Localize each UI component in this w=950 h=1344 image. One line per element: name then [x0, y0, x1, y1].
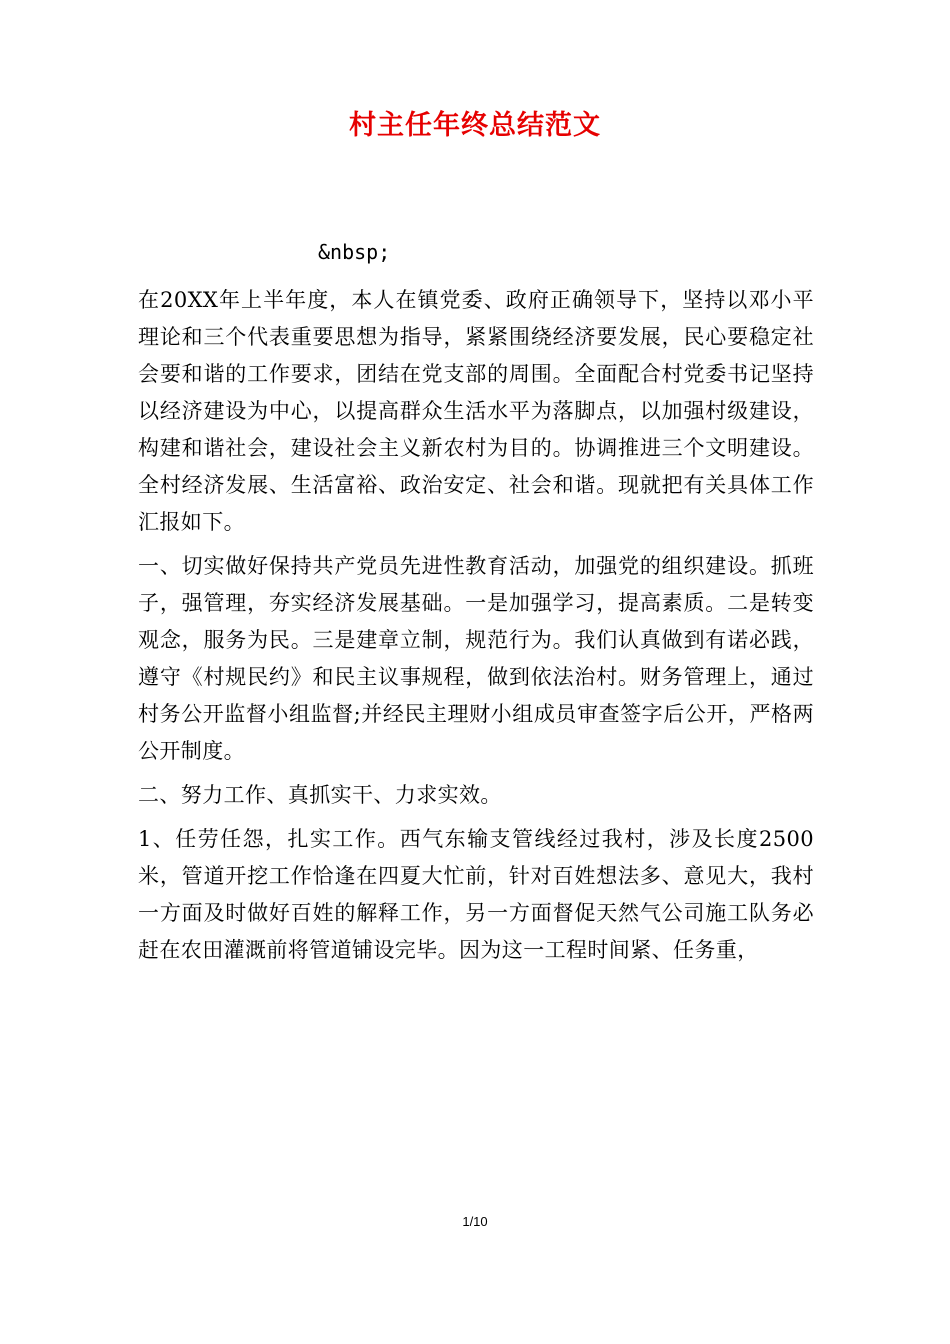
paragraph-intro: 在20XX年上半年度，本人在镇党委、政府正确领导下，坚持以邓小平理论和三个代表重要思想为指导，紧紧围绕经济要发展，民心要稳定社会要和谐的工作要求，团结在党支部的周围。全面配合村党委书记坚持以经济建设为中心，以提高群众生活水平为落脚点，以加强村级建设，构建和谐社会，建设社会主义新农村为目的。协调推进三个文明建设。全村经济发展、生活富裕、政治安定、社会和谐。现就把有关具体工作汇报如下。 [138, 288, 814, 534]
paragraph-section-two-heading: 二、努力工作、真抓实干、力求实效。 [138, 783, 502, 807]
document-title: 村主任年终总结范文 [349, 110, 601, 141]
document-body [138, 282, 814, 969]
nbsp-text: &nbsp; [318, 240, 391, 264]
paragraph-section-one: 一、切实做好保持共产党员先进性教育活动，加强党的组织建设。抓班子，强管理，夯实经济发展基础。一是加强学习，提高素质。二是转变观念，服务为民。三是建章立制，规范行为。我们认真做到有诺必践，遵守《村规民约》和民主议事规程，做到依法治村。财务管理上，通过村务公开监督小组监督;并经民主理财小组成员审查签字后公开，严格两公开制度。 [138, 554, 814, 763]
page-number: 1/10 [462, 1214, 488, 1229]
paragraph-item-one: 1、任劳任怨，扎实工作。西气东输支管线经过我村，涉及长度2500米，管道开挖工作恰逢在四夏大忙前，针对百姓想法多、意见大，我村一方面及时做好百姓的解释工作，另一方面督促天然气公司施工队务必赶在农田灌溉前将管道铺设完毕。因为这一工程时间紧、任务重， [138, 827, 814, 962]
